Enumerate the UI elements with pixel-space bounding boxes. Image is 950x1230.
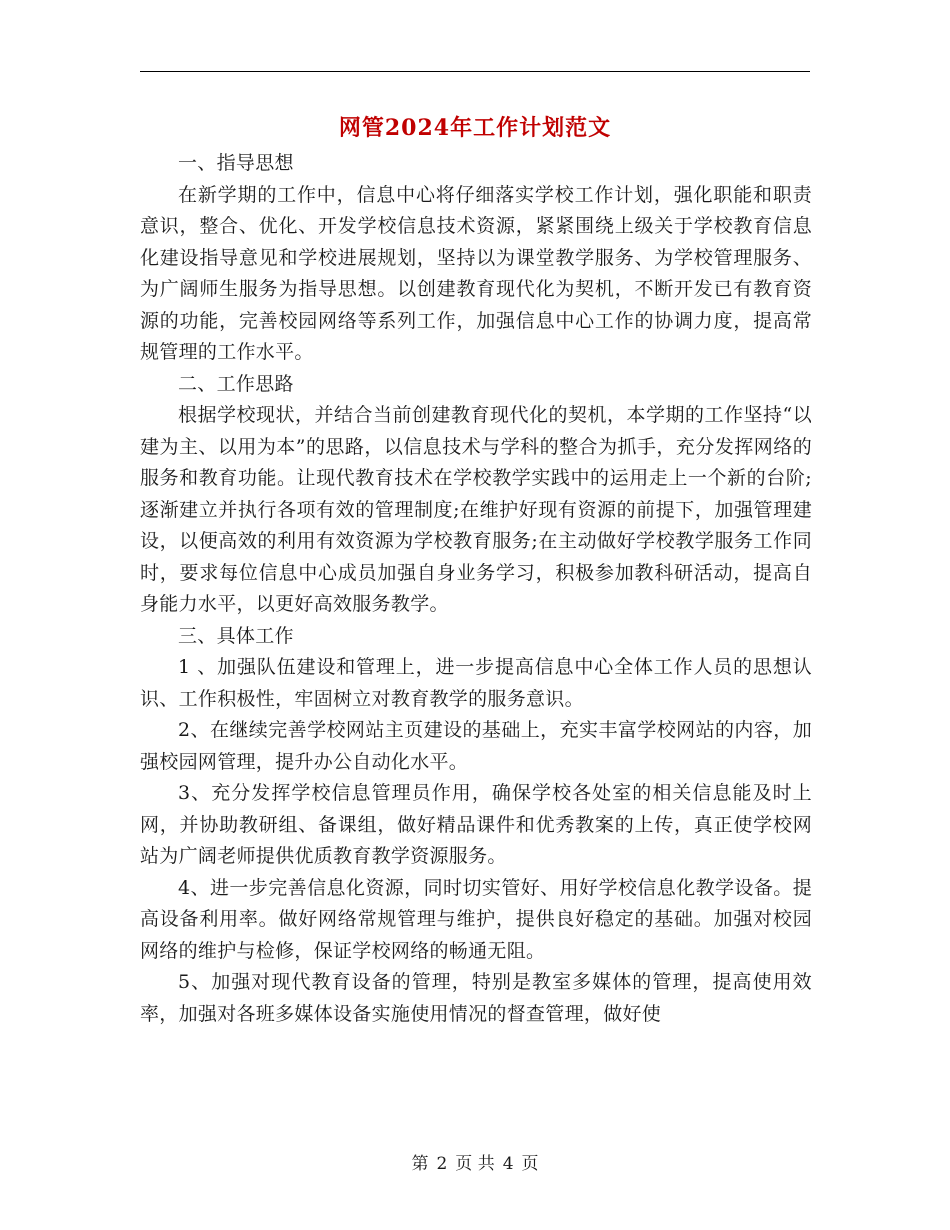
list-item-4: 4、进一步完善信息化资源，同时切实管好、用好学校信息化教学设备。提高设备利用率。做好网络常规管理与维护，提供良好稳定的基础。加强对校园网络的维护与检修，保证学校网络的畅通无阻。 [140,876,812,962]
document-body [140,148,812,1030]
paragraph-work-approach: 根据学校现状，并结合当前创建教育现代化的契机，本学期的工作坚持“以建为主、以用为本”的思路，以信息技术与学科的整合为抓手，充分发挥网络的服务和教育功能。让现代教育技术在学校教学实践中的运用走上一个新的台阶;逐渐建立并执行各项有效的管理制度;在维护好现有资源的前提下，加强管理建设，以便高效的利用有效资源为学校教育服务;在主动做好学校教学服务工作同时，要求每位信息中心成员加强自身业务学习，积极参加教科研活动，提高自身能力水平，以更好高效服务教学。 [140,404,812,615]
list-item-3: 3、充分发挥学校信息管理员作用，确保学校各处室的相关信息能及时上网，并协助教研组、备课组，做好精品课件和优秀教案的上传，真正使学校网站为广阔老师提供优质教育教学资源服务。 [140,782,812,867]
section-heading-work-approach: 二、工作思路 [178,372,294,395]
page-label-suffix: 页 [521,1154,539,1174]
current-page-number: 2 [436,1154,448,1174]
paragraph-guiding-ideology: 在新学期的工作中，信息中心将仔细落实学校工作计划，强化职能和职责意识，整合、优化、开发学校信息技术资源，紧紧围绕上级关于学校教育信息化建设指导意见和学校进展规划，坚持以为课堂教学服务、为学校管理服务、为广阔师生服务为指导思想。以创建教育现代化为契机，不断开发已有教育资源的功能，完善校园网络等系列工作，加强信息中心工作的协调力度，提高常规管理的工作水平。 [140,183,812,363]
page-label-prefix: 第 [411,1154,429,1174]
header-rule [140,71,810,72]
document-title: 网管2024年工作计划范文 [338,115,612,141]
page-footer [0,1152,950,1176]
total-pages-number: 4 [502,1154,514,1174]
page-label-mid: 页 共 [455,1154,495,1174]
section-heading-specific-work: 三、具体工作 [178,624,294,647]
list-item-1: 1 、加强队伍建设和管理上，进一步提高信息中心全体工作人员的思想认识、工作积极性，牢固树立对教育教学的服务意识。 [140,656,812,710]
section-heading-guiding-ideology: 一、指导思想 [178,152,294,174]
list-item-5: 5、加强对现代教育设备的管理，特别是教室多媒体的管理，提高使用效率，加强对各班多媒体设备实施使用情况的督查管理，做好使 [140,971,812,1025]
list-item-2: 2、在继续完善学校网站主页建设的基础上，充实丰富学校网站的内容，加强校园网管理，提升办公自动化水平。 [140,719,812,773]
